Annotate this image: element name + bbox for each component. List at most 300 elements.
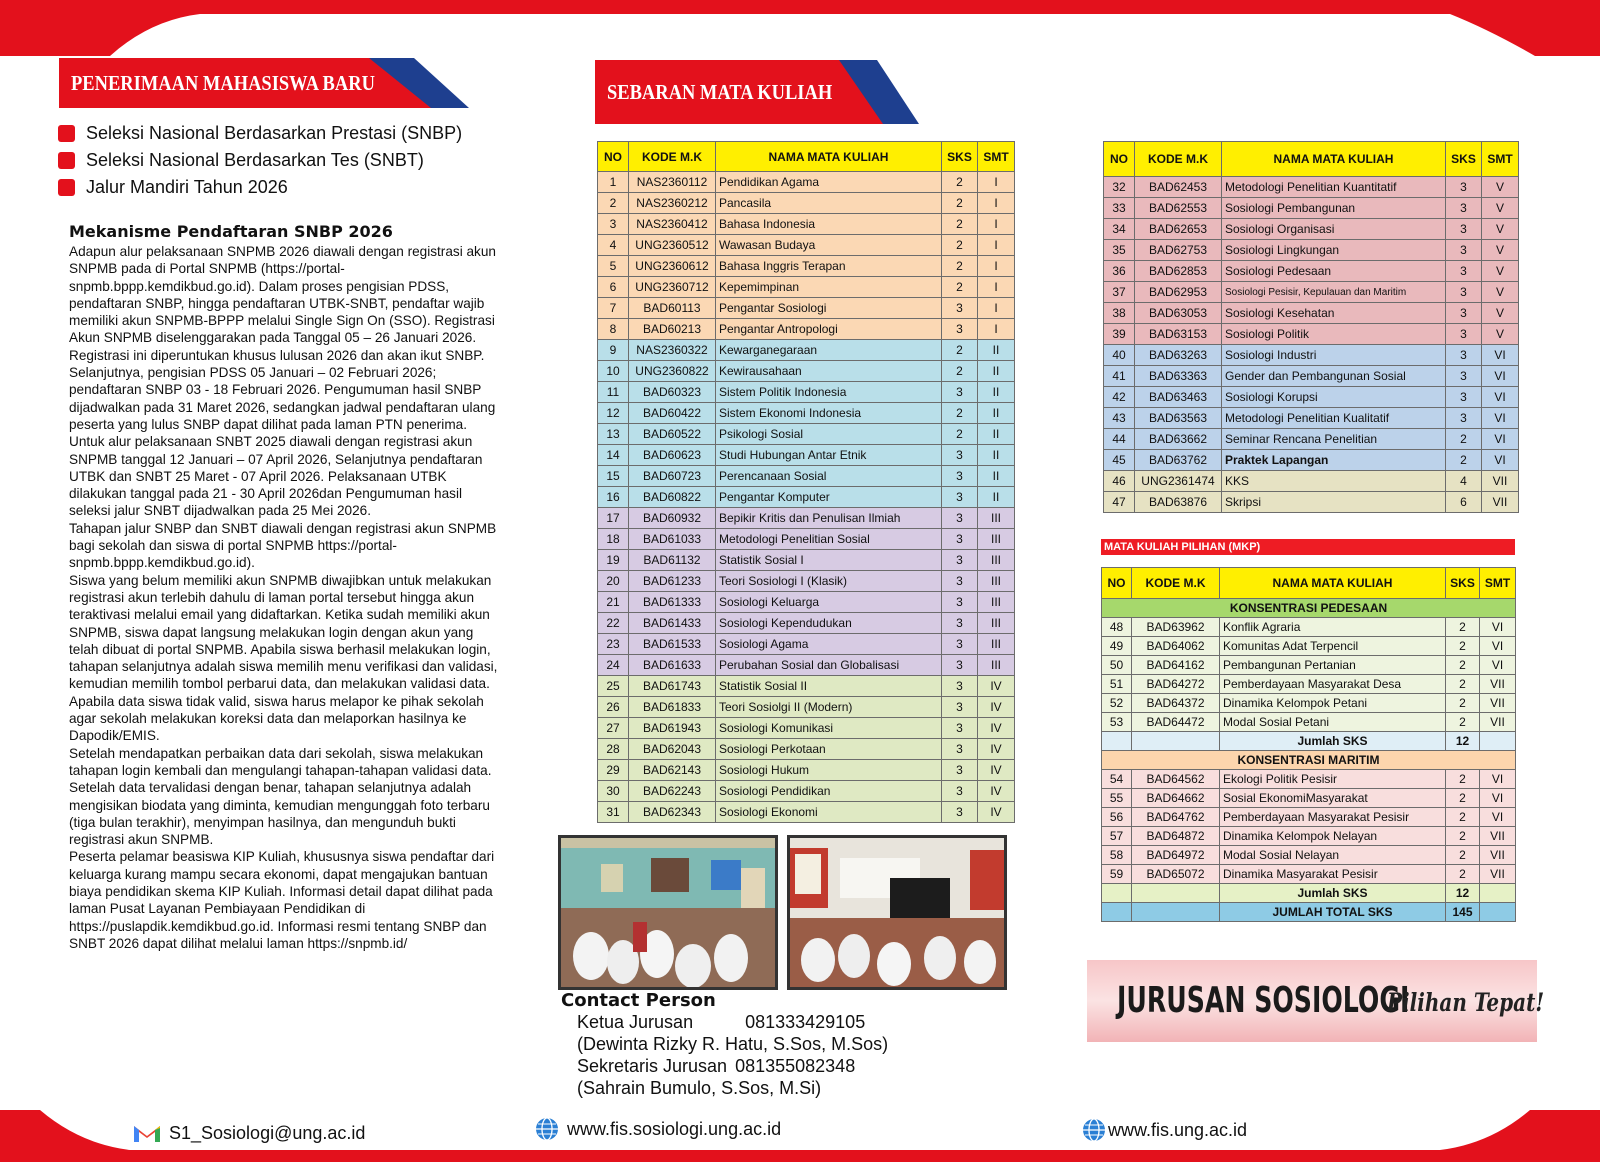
course-name: Perencanaan Sosial [716,466,942,487]
mechanism-paragraph: Tahapan jalur SNBP dan SNBT diawali dengan registrasi akun SNPMB bagi sekolah dan siswa di portal SNPMB https://portal-snpmb.bppp.kemdikbud.go.id). [69,520,497,571]
course-code: BAD65072 [1132,865,1220,884]
admission-banner [59,58,479,108]
course-code: BAD64062 [1132,637,1220,656]
course-sks: 3 [942,319,978,340]
footer-website-sosiologi-text: www.fis.sosiologi.ung.ac.id [567,1118,782,1139]
course-code: BAD63762 [1135,450,1222,471]
course-smt: VII [1480,675,1516,694]
course-code: BAD60932 [629,508,716,529]
table-row [598,193,1015,214]
course-sks: 2 [1446,789,1480,808]
course-name: Sosiologi Kependudukan [716,613,942,634]
course-smt: VII [1480,713,1516,732]
course-no: 1 [598,172,629,193]
course-smt: IV [978,739,1015,760]
course-name: Metodologi Penelitian Kuantitatif [1222,177,1446,198]
table-row [1104,240,1519,261]
course-smt: V [1482,324,1519,345]
table-row [598,550,1015,571]
course-code: BAD62953 [1135,282,1222,303]
table-row [1102,789,1516,808]
jumlah-sks-value: 12 [1446,732,1480,751]
course-code: BAD63263 [1135,345,1222,366]
course-sks: 2 [942,235,978,256]
courses-banner-title: SEBARAN MATA KULIAH [607,80,833,104]
table-row [1104,492,1519,513]
total-sks-label: JUMLAH TOTAL SKS [1220,903,1446,922]
mkp-title: MATA KULIAH PILIHAN (MKP) [1101,539,1515,555]
course-sks: 3 [1446,387,1482,408]
globe-icon [1082,1118,1106,1142]
course-name: Sosiologi Pedesaan [1222,261,1446,282]
table-row [1104,303,1519,324]
course-no: 29 [598,760,629,781]
course-smt: VII [1482,492,1519,513]
course-smt: IV [978,718,1015,739]
course-smt: V [1482,282,1519,303]
table-row [598,571,1015,592]
course-table-semester-1-4 [597,141,1015,823]
course-name: Sistem Politik Indonesia [716,382,942,403]
table-row [598,319,1015,340]
table-row [598,781,1015,802]
admission-paths-list [58,120,498,201]
course-name: Bahasa Inggris Terapan [716,256,942,277]
course-smt: VII [1480,865,1516,884]
table-row [1104,261,1519,282]
globe-icon [535,1117,559,1141]
course-code: BAD61833 [629,697,716,718]
table-row [598,655,1015,676]
table-row [598,340,1015,361]
table-row [598,760,1015,781]
table-row [598,802,1015,823]
course-sks: 2 [942,424,978,445]
footer-website-fis[interactable] [1082,1117,1247,1143]
course-code: BAD61533 [629,634,716,655]
course-smt: I [978,193,1015,214]
column-header-kode: KODE M.K [629,142,716,172]
course-code: BAD64662 [1132,789,1220,808]
course-code: BAD64472 [1132,713,1220,732]
table-row [598,298,1015,319]
red-square-bullet-icon [58,152,75,169]
course-name: Pemberdayaan Masyarakat Desa [1220,675,1446,694]
department-brand [1087,960,1545,1042]
table-row [598,718,1015,739]
course-no: 53 [1102,713,1132,732]
course-code: BAD63153 [1135,324,1222,345]
course-code: BAD61233 [629,571,716,592]
course-sks: 2 [1446,846,1480,865]
course-name: Dinamika Kelompok Petani [1220,694,1446,713]
table-row [598,676,1015,697]
course-sks: 3 [1446,303,1482,324]
course-no: 25 [598,676,629,697]
course-sks: 3 [942,676,978,697]
table-row [1104,219,1519,240]
course-no: 10 [598,361,629,382]
course-name: Sosiologi Perkotaan [716,739,942,760]
course-sks: 3 [942,445,978,466]
column-header-no: NO [1104,142,1135,177]
course-sks: 2 [1446,808,1480,827]
course-smt: IV [978,781,1015,802]
course-name: Sosiologi Ekonomi [716,802,942,823]
course-sks: 2 [942,361,978,382]
course-sks: 3 [942,298,978,319]
admission-banner-title: PENERIMAAN MAHASISWA BARU [71,71,375,95]
gmail-icon [133,1121,161,1145]
course-smt: II [978,487,1015,508]
registration-mechanism [69,222,499,952]
jumlah-sks-value: 12 [1446,884,1480,903]
course-code: BAD62553 [1135,198,1222,219]
course-code: BAD60323 [629,382,716,403]
course-smt: III [978,613,1015,634]
course-smt: II [978,340,1015,361]
admission-path-label: Seleksi Nasional Berdasarkan Prestasi (SNBP) [86,123,463,143]
course-sks: 6 [1446,492,1482,513]
course-no: 17 [598,508,629,529]
table-row [598,634,1015,655]
course-sks: 3 [1446,177,1482,198]
course-code: BAD64562 [1132,770,1220,789]
course-no: 9 [598,340,629,361]
course-sks: 2 [942,214,978,235]
course-smt: I [978,235,1015,256]
course-name: Statistik Sosial II [716,676,942,697]
table-row [1102,865,1516,884]
course-sks: 2 [942,340,978,361]
course-name: Pengantar Komputer [716,487,942,508]
footer-website-fis-text: www.fis.ung.ac.id [1108,1119,1248,1140]
course-sks: 3 [942,382,978,403]
course-smt: IV [978,676,1015,697]
table-row [598,529,1015,550]
course-no: 23 [598,634,629,655]
table-row [1102,637,1516,656]
table-row [1102,694,1516,713]
course-code: UNG2360512 [629,235,716,256]
course-code: BAD62243 [629,781,716,802]
course-smt: II [978,466,1015,487]
course-smt: I [978,214,1015,235]
course-code: BAD62343 [629,802,716,823]
sekretaris-label: Sekretaris Jurusan [577,1056,728,1076]
column-header-smt: SMT [1480,568,1516,599]
course-smt: VII [1480,827,1516,846]
course-name: Sosiologi Industri [1222,345,1446,366]
course-no: 34 [1104,219,1135,240]
table-row [1104,429,1519,450]
course-sks: 2 [1446,827,1480,846]
mechanism-paragraph: Setelah mendapatkan perbaikan data dari sekolah, siswa melakukan tahapan login kembali dan mengulangi tahapan-tahapan validasi data. Setelah data tervalidasi dengan benar, tahapan selanjutnya adalah mengisikan biodata yang diminta, kemudian mengunggah foto terbaru (tiga bulan terakhir), menyimpan hasilnya, dan mengunduh bukti registrasi akun SNPMB. [69,745,492,848]
course-sks: 2 [1446,429,1482,450]
course-smt: II [978,445,1015,466]
course-name: Pemberdayaan Masyarakat Pesisir [1220,808,1446,827]
course-no: 31 [598,802,629,823]
mechanism-paragraph: Adapun alur pelaksanaan SNPMB 2026 diawali dengan registrasi akun SNPMB pada di Portal SNPMB (https://portal-snpmb.bppp.kemdikbud.go.id). Dalam proses pengisian PDSS, pendaftaran SNBP, hingga pendaftaran UTBK-SNBT, pendaftar wajib memiliki akun SNPMB-BPPP melalui Single Sign On (SSO). Registrasi Akun SNPMB diselenggarakan pada Tanggal 05 – 26 Januari 2026. Registrasi ini diperuntukan khusus lulusan 2026 dan akan ikut SNBP. Selanjutnya, pengisian PDSS 05 Januari – 02 Februari 2026; pendaftaran SNBP 03 - 18 Februari 2026. Pengumuman hasil SNBP dijadwalkan pada 31 Maret 2026, sedangkan jadwal pendaftaran ulang peserta yang lulus SNBP dapat dilihat pada laman PTN penerima. [69,244,496,432]
course-name: Dinamika Kelompok Nelayan [1220,827,1446,846]
course-name: Metodologi Penelitian Sosial [716,529,942,550]
course-sks: 3 [942,739,978,760]
elective-course-table [1101,567,1516,922]
course-smt: VI [1480,656,1516,675]
table-row [1104,345,1519,366]
course-no: 43 [1104,408,1135,429]
course-name: Sosiologi Pesisir, Kepulauan dan Maritim [1222,282,1446,303]
course-sks: 3 [1446,324,1482,345]
course-name: Bepikir Kritis dan Penulisan Ilmiah [716,508,942,529]
course-sks: 2 [1446,618,1480,637]
course-code: BAD63876 [1135,492,1222,513]
course-code: BAD62853 [1135,261,1222,282]
course-sks: 3 [942,634,978,655]
course-no: 4 [598,235,629,256]
course-no: 46 [1104,471,1135,492]
contact-title: Contact Person [561,990,716,1011]
course-no: 38 [1104,303,1135,324]
course-name: Perubahan Sosial dan Globalisasi [716,655,942,676]
course-code: BAD60623 [629,445,716,466]
table-row [598,277,1015,298]
course-name: Pembangunan Pertanian [1220,656,1446,675]
sekretaris-phone: 081355082348 [735,1056,856,1076]
course-code: BAD61743 [629,676,716,697]
course-code: BAD61333 [629,592,716,613]
course-smt: V [1482,177,1519,198]
course-smt: VI [1482,366,1519,387]
course-no: 35 [1104,240,1135,261]
course-smt: VI [1480,637,1516,656]
course-smt: V [1482,261,1519,282]
course-no: 51 [1102,675,1132,694]
course-no: 36 [1104,261,1135,282]
course-code: BAD61033 [629,529,716,550]
course-no: 52 [1102,694,1132,713]
course-no: 7 [598,298,629,319]
course-name: Statistik Sosial I [716,550,942,571]
course-no: 59 [1102,865,1132,884]
course-no: 16 [598,487,629,508]
course-name: Metodologi Penelitian Kualitatif [1222,408,1446,429]
table-row [598,739,1015,760]
course-sks: 2 [1446,770,1480,789]
course-smt: VI [1482,429,1519,450]
course-sks: 3 [942,655,978,676]
course-sks: 4 [1446,471,1482,492]
course-code: BAD63053 [1135,303,1222,324]
top-red-band [0,0,1600,56]
course-code: UNG2360822 [629,361,716,382]
red-square-bullet-icon [58,125,75,142]
course-code: BAD61633 [629,655,716,676]
course-name: Sosiologi Korupsi [1222,387,1446,408]
table-row [1102,713,1516,732]
course-table-semester-5-7 [1103,141,1519,513]
course-name: Sosiologi Agama [716,634,942,655]
classroom-photo-1 [558,835,778,990]
course-smt: V [1482,303,1519,324]
course-code: BAD63363 [1135,366,1222,387]
course-code: BAD63662 [1135,429,1222,450]
course-sks: 2 [942,172,978,193]
total-sks-value: 145 [1446,903,1480,922]
course-code: BAD64972 [1132,846,1220,865]
course-smt: V [1482,219,1519,240]
column-header-sks: SKS [942,142,978,172]
contact-row [561,1055,981,1077]
course-sks: 3 [1446,282,1482,303]
course-smt: II [978,382,1015,403]
footer-email[interactable] [133,1120,365,1146]
course-no: 15 [598,466,629,487]
course-code: UNG2361474 [1135,471,1222,492]
table-row [1102,808,1516,827]
course-name: Pengantar Antropologi [716,319,942,340]
course-smt: I [978,319,1015,340]
course-name: Bahasa Indonesia [716,214,942,235]
course-sks: 3 [942,718,978,739]
ketua-label: Ketua Jurusan [577,1012,694,1032]
column-header-smt: SMT [1482,142,1519,177]
table-row [1102,732,1516,751]
course-name: Sistem Ekonomi Indonesia [716,403,942,424]
course-name: Sosiologi Komunikasi [716,718,942,739]
course-smt: III [978,508,1015,529]
course-smt: VI [1482,450,1519,471]
course-sks: 2 [942,277,978,298]
course-no: 6 [598,277,629,298]
course-smt: IV [978,802,1015,823]
contact-person [561,990,981,1099]
course-name: Ekologi Politik Pesisir [1220,770,1446,789]
table-row [598,382,1015,403]
course-sks: 2 [1446,694,1480,713]
table-row [1104,408,1519,429]
course-name: Praktek Lapangan [1222,450,1446,471]
table-row [1102,599,1516,618]
table-row [1102,884,1516,903]
course-no: 5 [598,256,629,277]
course-name: Skripsi [1222,492,1446,513]
course-code: BAD62143 [629,760,716,781]
department-name: JURUSAN SOSIOLOGI [1117,980,1410,1021]
course-code: BAD61132 [629,550,716,571]
course-smt: III [978,571,1015,592]
column-header-kode: KODE M.K [1135,142,1222,177]
course-name: Komunitas Adat Terpencil [1220,637,1446,656]
course-smt: III [978,655,1015,676]
ketua-name: (Dewinta Rizky R. Hatu, S.Sos, M.Sos) [577,1034,889,1054]
course-name: Sosiologi Pembangunan [1222,198,1446,219]
course-no: 58 [1102,846,1132,865]
table-row [598,487,1015,508]
course-no: 45 [1104,450,1135,471]
course-code: BAD61943 [629,718,716,739]
course-no: 13 [598,424,629,445]
course-no: 12 [598,403,629,424]
table-row [1104,177,1519,198]
table-row [1104,387,1519,408]
course-code: NAS2360322 [629,340,716,361]
footer-email-text: S1_Sosiologi@ung.ac.id [169,1122,366,1143]
course-sks: 3 [942,697,978,718]
course-sks: 3 [1446,198,1482,219]
column-header-nama: NAMA MATA KULIAH [1220,568,1446,599]
course-no: 56 [1102,808,1132,827]
course-sks: 2 [1446,450,1482,471]
course-smt: VI [1482,345,1519,366]
course-no: 41 [1104,366,1135,387]
course-name: KKS [1222,471,1446,492]
course-sks: 2 [942,193,978,214]
course-name: Teori Sosiologi I (Klasik) [716,571,942,592]
course-name: Sosiologi Keluarga [716,592,942,613]
table-row [598,508,1015,529]
course-code: BAD62043 [629,739,716,760]
red-square-bullet-icon [58,179,75,196]
course-sks: 3 [942,529,978,550]
course-no: 47 [1104,492,1135,513]
course-no: 20 [598,571,629,592]
course-sks: 3 [942,571,978,592]
table-row [1102,656,1516,675]
column-header-no: NO [598,142,629,172]
course-sks: 3 [942,760,978,781]
column-header-sks: SKS [1446,142,1482,177]
course-sks: 3 [942,592,978,613]
course-sks: 3 [1446,408,1482,429]
footer-website-sosiologi[interactable] [535,1116,781,1142]
course-sks: 2 [1446,637,1480,656]
course-code: UNG2360612 [629,256,716,277]
admission-path-label: Seleksi Nasional Berdasarkan Tes (SNBT) [86,150,424,170]
column-header-sks: SKS [1446,568,1480,599]
course-name: Sosiologi Politik [1222,324,1446,345]
course-name: Wawasan Budaya [716,235,942,256]
course-code: BAD63463 [1135,387,1222,408]
course-code: BAD63563 [1135,408,1222,429]
course-sks: 3 [942,550,978,571]
course-smt: VI [1480,808,1516,827]
course-code: BAD62653 [1135,219,1222,240]
konsentrasi-maritim-label: KONSENTRASI MARITIM [1102,751,1516,770]
admission-path-label: Jalur Mandiri Tahun 2026 [86,177,288,197]
course-no: 19 [598,550,629,571]
mechanism-title: Mekanisme Pendaftaran SNBP 2026 [69,222,393,241]
course-code: BAD60822 [629,487,716,508]
table-row [1104,324,1519,345]
course-sks: 3 [1446,345,1482,366]
department-tagline: Pilihan Tepat! [1387,988,1545,1017]
table-row [1102,618,1516,637]
course-smt: VII [1480,846,1516,865]
table-row [1102,751,1516,770]
course-no: 18 [598,529,629,550]
jumlah-sks-label: Jumlah SKS [1220,884,1446,903]
course-sks: 3 [1446,219,1482,240]
course-sks: 3 [1446,366,1482,387]
table-row [598,445,1015,466]
course-no: 28 [598,739,629,760]
course-no: 37 [1104,282,1135,303]
course-sks: 3 [1446,240,1482,261]
table-row [1104,471,1519,492]
course-sks: 2 [1446,713,1480,732]
course-smt: III [978,592,1015,613]
